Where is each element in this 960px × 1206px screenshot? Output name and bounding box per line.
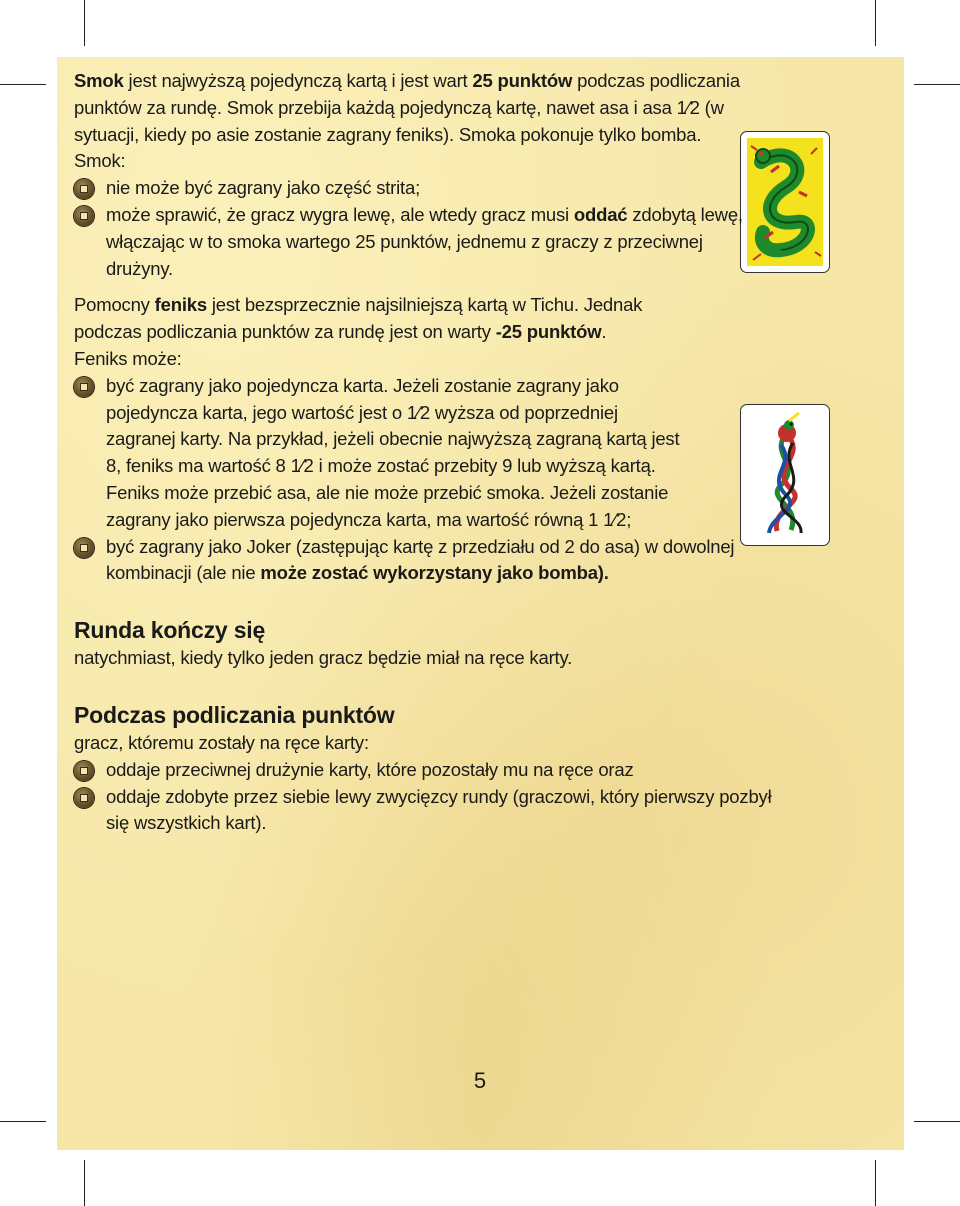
crop-mark <box>914 1121 960 1122</box>
rules-text <box>74 68 774 837</box>
crop-mark <box>0 1121 46 1122</box>
crop-mark <box>875 0 876 46</box>
list-item: oddaje przeciwnej drużynie karty, które pozostały mu na ręce oraz <box>74 757 774 784</box>
round-end-text: natychmiast, kiedy tylko jeden gracz będzie miał na ręce karty. <box>74 647 573 669</box>
crop-mark <box>84 1160 85 1206</box>
section-heading-scoring: Podczas podliczania punktów <box>74 701 395 728</box>
crop-mark <box>914 84 960 85</box>
dragon-label: Smok: <box>74 150 126 172</box>
phoenix-description: Pomocny feniks jest bezsprzecznie najsilniejszą kartą w Tichu. Jednak podczas podliczania punktów za rundę jest on warty -25 punktów. <box>74 294 643 343</box>
section-heading-round-end: Runda kończy się <box>74 617 266 644</box>
dragon-description: Smok jest najwyższą pojedynczą kartą i jest wart 25 punktów podczas podliczania punktów za rundę. Smok przebija każdą pojedynczą kartę, nawet asa i asa 1⁄2 (w sytuacji, kiedy po asie zostanie zagrany feniks). Smoka pokonuje tylko bomba. <box>74 70 740 145</box>
coin-bullet-icon <box>74 377 94 397</box>
coin-bullet-icon <box>74 206 94 226</box>
phoenix-label: Feniks może: <box>74 347 182 369</box>
scoring-intro: gracz, któremu zostały na ręce karty: <box>74 731 369 753</box>
coin-bullet-icon <box>74 761 94 781</box>
list-item: oddaje zdobyte przez siebie lewy zwycięzcy rundy (graczowi, który pierwszy pozbył się wszystkich kart). <box>74 784 774 838</box>
coin-bullet-icon <box>74 538 94 558</box>
page-number: 5 <box>473 1068 487 1093</box>
crop-mark <box>875 1160 876 1206</box>
coin-bullet-icon <box>74 788 94 808</box>
coin-bullet-icon <box>74 179 94 199</box>
list-item: nie może być zagrany jako część strita; <box>74 175 774 202</box>
list-item: być zagrany jako pojedyncza karta. Jeżeli zostanie zagrany jako pojedyncza karta, jego wartość jest o 1⁄2 wyższa od poprzedniej zagranej karty. Na przykład, jeżeli obecnie najwyższą zagraną kartą jest 8, feniks ma wartość 8 1⁄2 i może zostać przebity 9 lub wyższą kartą. Feniks może przebić asa, ale nie może przebić smoka. Jeżeli zostanie zagrany jako pierwsza pojedyncza karta, ma wartość równą 1 1⁄2; <box>74 373 686 534</box>
crop-mark <box>0 84 46 85</box>
crop-mark <box>84 0 85 46</box>
list-item: może sprawić, że gracz wygra lewę, ale wtedy gracz musi oddać zdobytą lewę, włączając w to smoka wartego 25 punktów, jednemu z graczy z przeciwnej drużyny. <box>74 202 774 282</box>
list-item: być zagrany jako Joker (zastępując kartę z przedziału od 2 do asa) w dowolnej kombinacji (ale nie może zostać wykorzystany jako bomba). <box>74 534 776 588</box>
